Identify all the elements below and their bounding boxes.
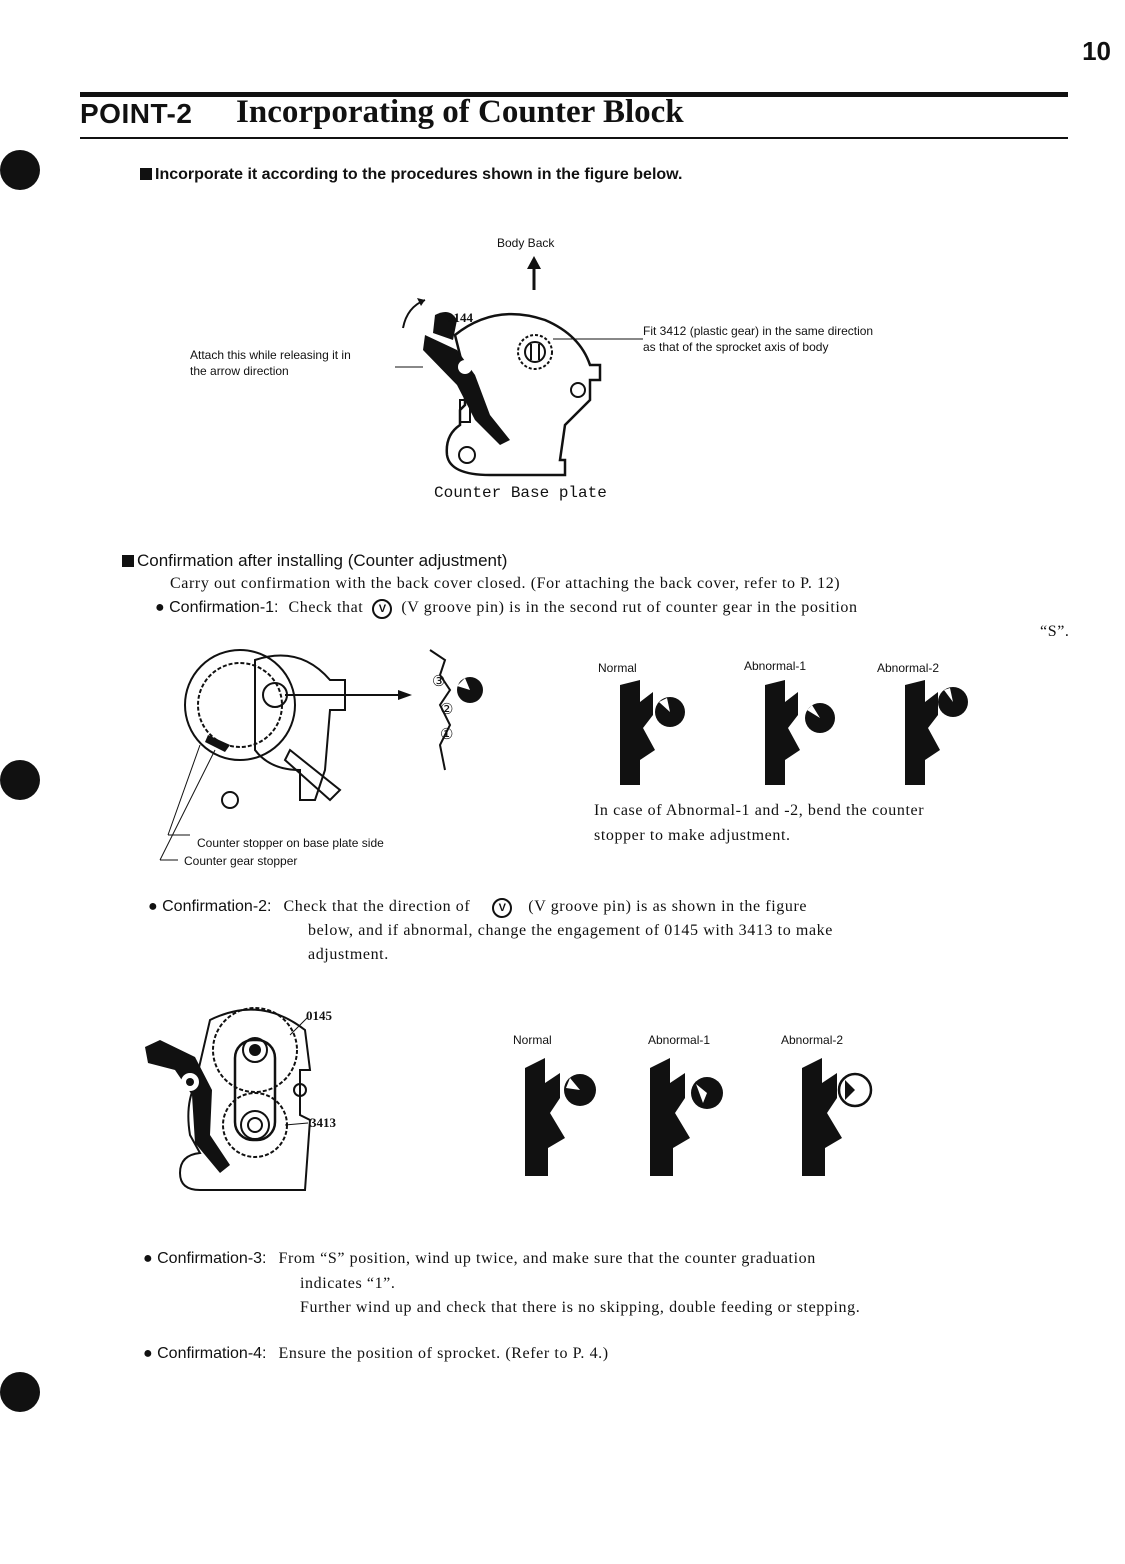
confirmation-1-label: ● Confirmation-1:: [155, 599, 279, 616]
fig2-abnormal1-diagram: [760, 680, 840, 790]
fig3-abnormal1-label: Abnormal-1: [648, 1033, 711, 1047]
body-back-arrow-icon: [526, 256, 542, 292]
confirmation-3-label: ● Confirmation-3:: [143, 1250, 267, 1267]
confirmation-2-line3: adjustment.: [308, 946, 389, 963]
part-0145-label: 0145: [306, 1008, 332, 1023]
confirmation-3: [143, 1250, 816, 1268]
counter-stopper-label: Counter stopper on base plate side: [197, 836, 384, 850]
confirmation-4-text: Ensure the position of sprocket. (Refer to P. 4.): [278, 1345, 609, 1362]
body-back-label: Body Back: [497, 236, 555, 250]
abnormal-note-line1: In case of Abnormal-1 and -2, bend the counter: [594, 802, 925, 819]
confirmation-4: [143, 1345, 609, 1363]
fig3-abnormal1-diagram: [645, 1058, 730, 1178]
confirmation-1-text-end: “S”.: [1040, 623, 1070, 640]
confirmation-1-text-before: Check that: [288, 599, 364, 616]
punch-hole-middle: [0, 760, 40, 800]
fig2-normal-diagram: [615, 680, 695, 790]
rut-3-label: ③: [432, 674, 446, 690]
confirmation-2-text-after: (V groove pin) is as shown in the figure: [528, 898, 808, 915]
confirmation-3-line2: indicates “1”.: [300, 1275, 396, 1292]
abnormal-note-line2: stopper to make adjustment.: [594, 827, 791, 844]
confirmation-1-text-after: (V groove pin) is in the second rut of counter gear in the position: [401, 599, 858, 616]
attach-note-line2: the arrow direction: [190, 364, 289, 378]
confirmation-4-label: ● Confirmation-4:: [143, 1345, 267, 1362]
confirmation-3-line3: Further wind up and check that there is no skipping, double feeding or stepping.: [300, 1299, 861, 1316]
carry-out-text: Carry out confirmation with the back cover closed. (For attaching the back cover, refer to P. 12): [170, 575, 841, 592]
fig2-abnormal2-label: Abnormal-2: [877, 661, 940, 675]
counter-base-plate-figure: [395, 295, 620, 480]
gear-engagement-figure: [140, 995, 340, 1195]
confirmation-2: [148, 898, 807, 918]
confirmation-2-text-before: Check that the direction of: [283, 898, 471, 915]
header-rule-bottom: [80, 137, 1068, 139]
fig3-normal-diagram: [520, 1058, 605, 1178]
confirmation-2-line2: below, and if abnormal, change the engagement of 0145 with 3413 to make: [308, 922, 833, 939]
part-3413-label: 3413: [310, 1115, 336, 1130]
bullet-square-icon: [140, 168, 152, 180]
attach-note-line1: Attach this while releasing it in: [190, 348, 351, 362]
rut-1-label: ①: [440, 727, 454, 743]
fig2-abnormal2-diagram: [900, 680, 980, 790]
counter-gear-figure: [160, 650, 430, 865]
rut-diagram: [425, 650, 495, 775]
fig2-normal-label: Normal: [598, 661, 637, 675]
fig3-abnormal2-label: Abnormal-2: [781, 1033, 844, 1047]
part-0144-label: 0144: [447, 310, 473, 325]
v-groove-pin-icon: V: [492, 898, 512, 918]
punch-hole-bottom: [0, 1372, 40, 1412]
rut-2-label: ②: [440, 702, 454, 718]
fig3-abnormal2-diagram: [797, 1058, 882, 1178]
page-number: 10: [1082, 36, 1111, 66]
intro-text: Incorporate it according to the procedures shown in the figure below.: [140, 166, 682, 184]
page-title: Incorporating of Counter Block: [236, 94, 684, 130]
confirmation-1: [155, 599, 858, 619]
fit-note-line1: Fit 3412 (plastic gear) in the same direction: [643, 324, 874, 338]
v-groove-pin-icon: V: [372, 599, 392, 619]
fig3-normal-label: Normal: [513, 1033, 552, 1047]
counter-gear-stopper-label: Counter gear stopper: [184, 854, 298, 868]
fig2-abnormal1-label: Abnormal-1: [744, 659, 807, 673]
confirmation-3-line1: From “S” position, wind up twice, and make sure that the counter graduation: [278, 1250, 816, 1267]
fit-note-line2: as that of the sprocket axis of body: [643, 340, 829, 354]
counter-base-plate-caption: Counter Base plate: [434, 484, 607, 502]
confirmation-2-label: ● Confirmation-2:: [148, 898, 272, 915]
bullet-square-icon: [122, 555, 134, 567]
point-label: POINT-2: [80, 98, 193, 129]
confirmation-heading: Confirmation after installing (Counter adjustment): [122, 551, 507, 571]
punch-hole-top: [0, 150, 40, 190]
